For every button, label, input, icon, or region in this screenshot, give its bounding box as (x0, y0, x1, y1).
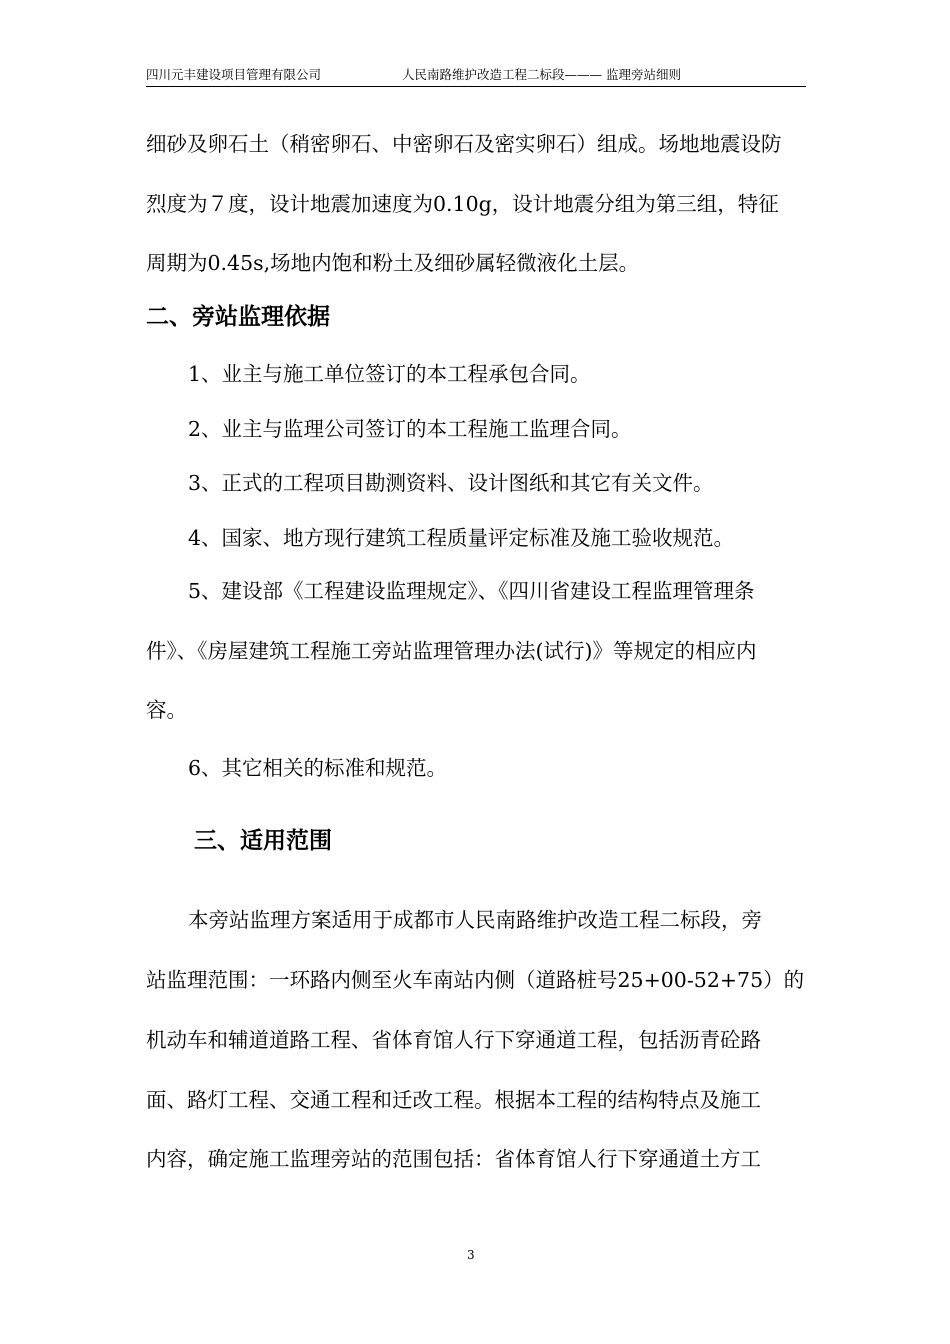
list-item: 3、正式的工程项目勘测资料、设计图纸和其它有关文件。 (188, 471, 714, 495)
header-project-title: 人民南路维护改造工程二标段——— 监理旁站细则 (402, 67, 681, 82)
paragraph-line: 烈度为７度，设计地震加速度为0.10g，设计地震分组为第三组，特征 (146, 192, 779, 216)
page-header (146, 68, 806, 87)
list-item: 5、建设部《工程建设监理规定》、《四川省建设工程监理管理条 (188, 579, 755, 603)
section-heading-basis: 二、旁站监理依据 (146, 304, 330, 330)
section-heading-scope: 三、适用范围 (194, 828, 332, 854)
list-item: 2、业主与监理公司签订的本工程施工监理合同。 (188, 417, 632, 441)
paragraph-line: 面、路灯工程、交通工程和迁改工程。根据本工程的结构特点及施工 (146, 1088, 761, 1112)
list-item-continuation: 件》、《房屋建筑工程施工旁站监理管理办法(试行)》等规定的相应内 (146, 639, 757, 663)
list-item: 1、业主与施工单位签订的本工程承包合同。 (188, 362, 591, 386)
paragraph-line: 本旁站监理方案适用于成都市人民南路维护改造工程二标段，旁 (188, 908, 762, 932)
paragraph-line: 细砂及卵石土（稍密卵石、中密卵石及密实卵石）组成。场地地震设防 (146, 132, 782, 156)
paragraph-line: 周期为0.45s,场地内饱和粉土及细砂属轻微液化土层。 (146, 251, 640, 275)
list-item: 6、其它相关的标准和规范。 (188, 756, 448, 780)
header-company: 四川元丰建设项目管理有限公司 (146, 67, 322, 82)
paragraph-line: 内容，确定施工监理旁站的范围包括：省体育馆人行下穿通道土方工 (146, 1147, 761, 1171)
page-number: 3 (467, 1248, 475, 1262)
list-item-continuation: 容。 (146, 698, 187, 722)
paragraph-line: 站监理范围：一环路内侧至火车南站内侧（道路桩号25+00-52+75）的 (146, 968, 805, 992)
paragraph-line: 机动车和辅道道路工程、省体育馆人行下穿通道工程，包括沥青砼路 (146, 1028, 761, 1052)
list-item: 4、国家、地方现行建筑工程质量评定标准及施工验收规范。 (188, 526, 735, 550)
